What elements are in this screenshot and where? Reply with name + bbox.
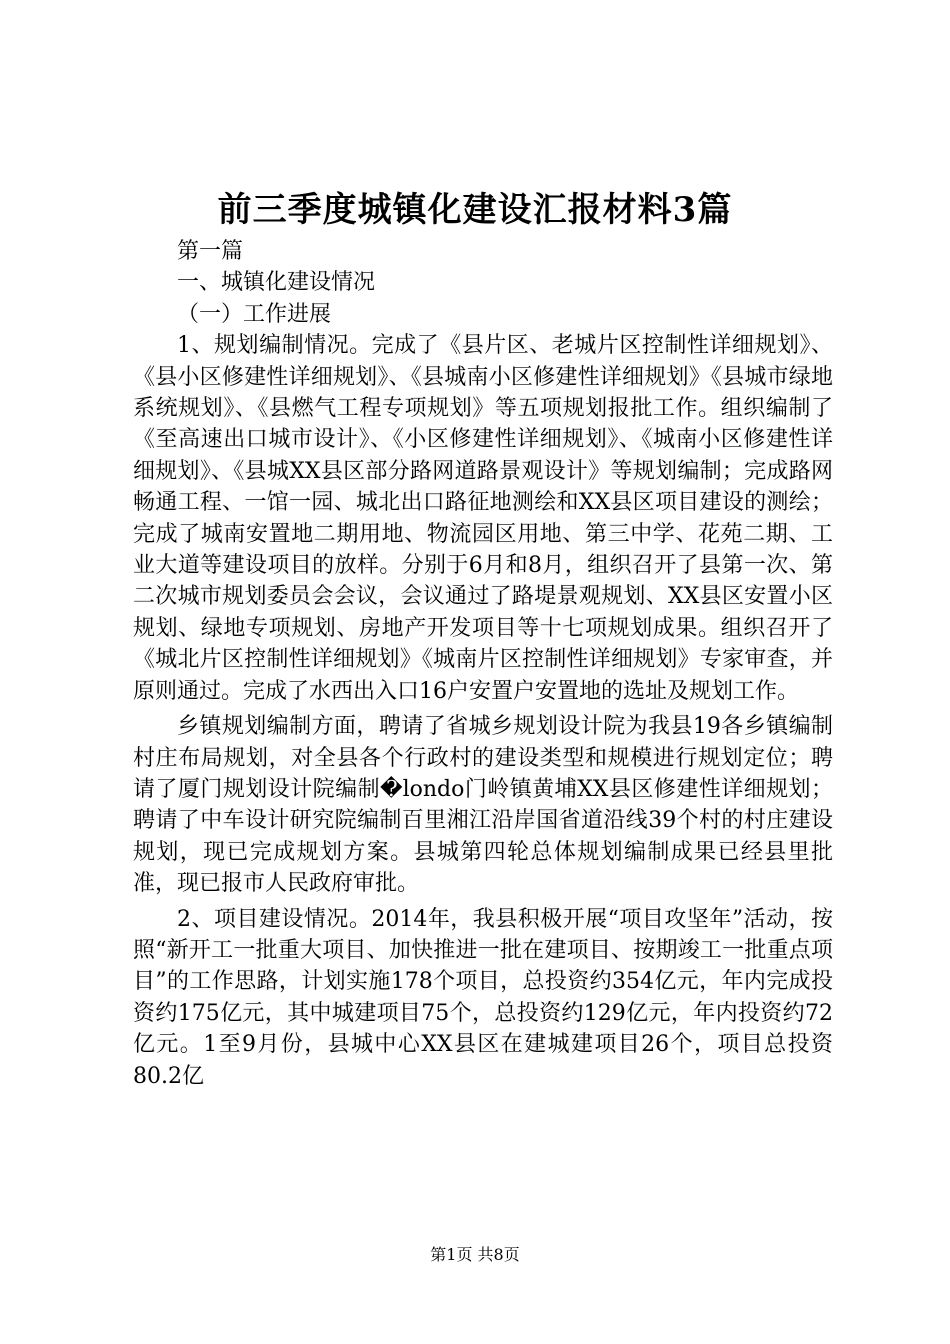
paragraph-project-construction: 2、项目建设情况。2014年，我县积极开展“项目攻坚年”活动，按照“新开工一批重大项目、加快推进一批在建项目、按期竣工一批重点项目”的工作思路，计划实施178个项目，总投资约354亿元，年内完成投资约175亿元，其中城建项目75个，总投资约129亿元，年内投资约72亿元。1至9月份，县城中心XX县区在建城建项目26个，项目总投资80.2亿 bbox=[133, 906, 833, 1089]
heading-level-2: （一）工作进展 bbox=[177, 301, 332, 327]
paragraph-town-planning: 乡镇规划编制方面，聘请了省城乡规划设计院为我县19各乡镇编制村庄布局规划，对全县各个行政村的建设类型和规模进行规划定位；聘请了厦门规划设计院编制�londo门岭镇黄埔XX县区修建性详细规划；聘请了中车设计研究院编制百里湘江沿岸国省道沿线39个村的村庄建设规划，现已完成规划方案。县城第四轮总体规划编制成果已经县里批准，现已报市人民政府审批。 bbox=[133, 714, 833, 897]
section-label: 第一篇 bbox=[177, 239, 244, 264]
heading-level-1: 一、城镇化建设情况 bbox=[177, 270, 376, 296]
page-number-footer: 第1页 共8页 bbox=[430, 1245, 520, 1264]
document-body bbox=[133, 236, 833, 1092]
paragraph-planning: 1、规划编制情况。完成了《县片区、老城片区控制性详细规划》、《县小区修建性详细规划》、《县城南小区修建性详细规划》《县城市绿地系统规划》、《县燃气工程专项规划》等五项规划报批工作。组织编制了《至高速出口城市设计》、《小区修建性详细规划》、《城南小区修建性详细规划》、《县城XX县区部分路网道路景观设计》等规划编制；完成路网畅通工程、一馆一园、城北出口路征地测绘和XX县区项目建设的测绘；完成了城南安置地二期用地、物流园区用地、第三中学、花苑二期、工业大道等建设项目的放样。分别于6月和8月，组织召开了县第一次、第二次城市规划委员会会议，会议通过了路堤景观规划、XX县区安置小区规划、绿地专项规划、房地产开发项目等十七项规划成果。组织召开了《城北片区控制性详细规划》《城南片区控制性详细规划》专家审查，并原则通过。完成了水西出入口16户安置户安置地的选址及规划工作。 bbox=[133, 333, 833, 704]
document-title: 前三季度城镇化建设汇报材料3篇 bbox=[217, 190, 733, 230]
